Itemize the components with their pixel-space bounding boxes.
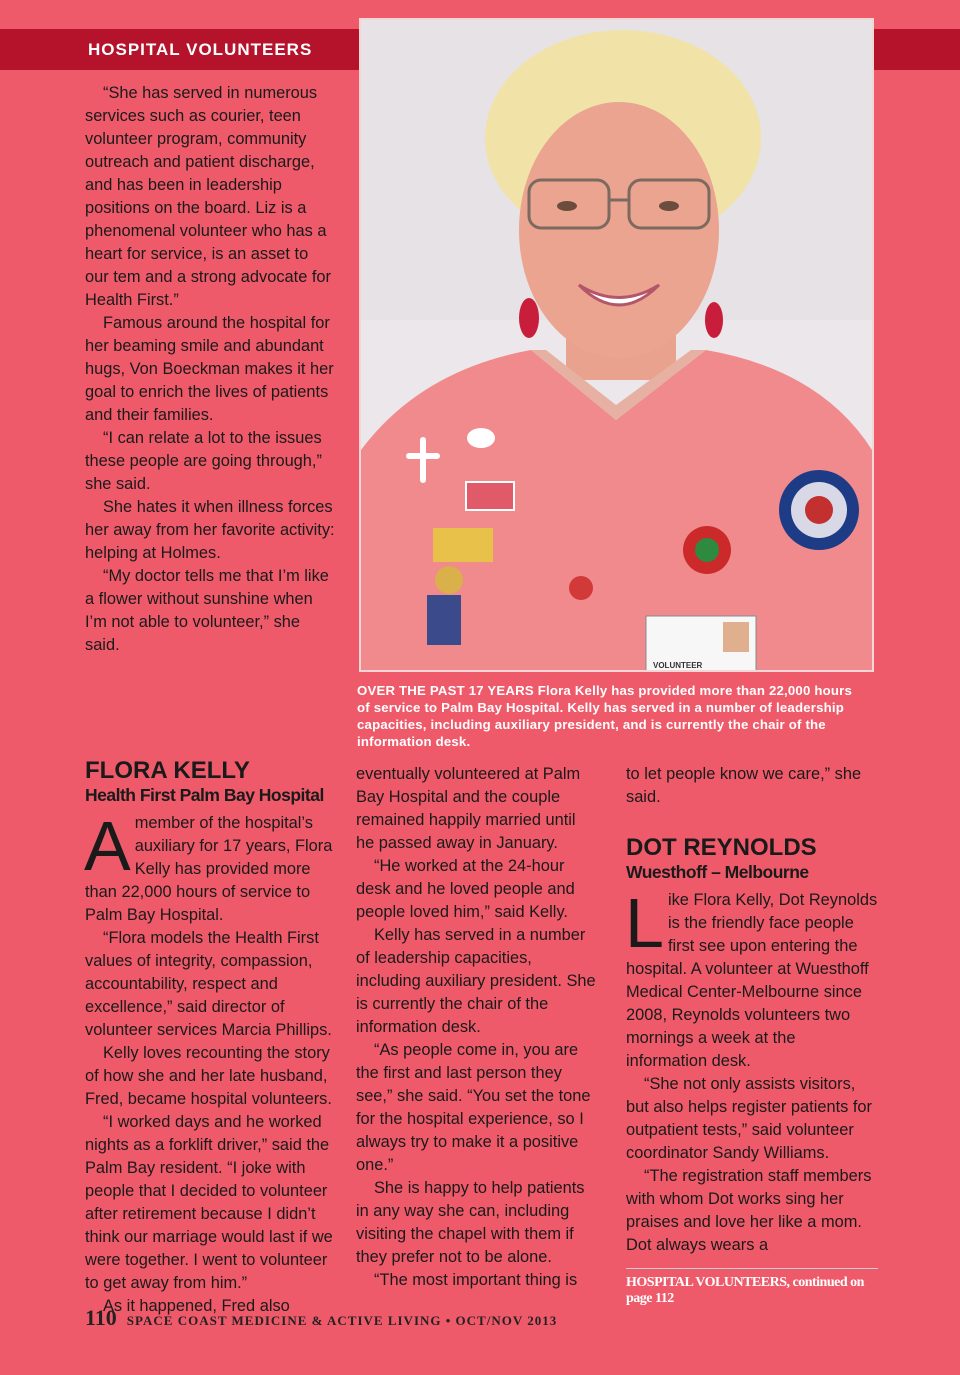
flora-kelly-heading: FLORA KELLY	[85, 757, 250, 784]
paragraph: “The most important thing is	[374, 1271, 578, 1289]
magazine-title: SPACE COAST MEDICINE & ACTIVE LIVING • OCT/NOV 2013	[126, 1313, 558, 1328]
paragraph: “She has served in numerous services such as courier, teen volunteer program, community outreach and patient discharge, and has been in leadership positions on the board. Liz is a phenomenal volunteer who has a heart for service, is an asset to our tem and a strong advocate for Health First.”	[85, 84, 332, 309]
paragraph: to let people know we care,” she said.	[626, 765, 862, 806]
paragraph: She hates it when illness forces her away from her favorite activity: helping at Holmes.	[85, 498, 335, 562]
paragraph: “Flora models the Health First values of integrity, compassion, accountability, respect and excellence,” said director of volunteer services Marcia Phillips.	[85, 929, 332, 1039]
page-footer	[85, 1305, 557, 1331]
paragraph: Like Flora Kelly, Dot Reynolds is the friendly face people first see upon entering the hospital. A volunteer at Wuesthoff Medical Center-Melbourne since 2008, Reynolds volunteers two mornings a week at the information desk.	[625, 884, 878, 1070]
photo-caption: OVER THE PAST 17 YEARS Flora Kelly has provided more than 22,000 hours of service to Palm Bay Hospital. Kelly has served in a number of leadership capacities, including auxiliary president, and is currently the chair of the information desk.	[357, 683, 852, 749]
dot-reynolds-affiliation: Wuesthoff – Melbourne	[626, 862, 809, 882]
continued-rule	[626, 1268, 878, 1269]
badge-text: VOLUNTEER	[653, 661, 703, 670]
paragraph: “He worked at the 24-hour desk and he loved people and people loved him,” said Kelly.	[356, 857, 575, 921]
dot-reynolds-heading: DOT REYNOLDS	[626, 834, 817, 861]
paragraph: Kelly loves recounting the story of how she and her late husband, Fred, became hospital volunteers.	[85, 1044, 332, 1108]
page-number: 110	[85, 1305, 117, 1330]
photo-illustration	[361, 20, 872, 670]
dropcap: A	[84, 807, 131, 885]
paragraph: Amember of the hospital’s auxiliary for 17 years, Flora Kelly has provided more than 22,000 hours of service to Palm Bay Hospital.	[84, 807, 333, 924]
paragraph: eventually volunteered at Palm Bay Hospital and the couple remained happily married until he passed away in January.	[356, 765, 581, 852]
paragraph: She is happy to help patients in any way she can, including visiting the chapel with them if they prefer not to be alone.	[356, 1179, 585, 1266]
paragraph: “She not only assists visitors, but also helps register patients for outpatient tests,” said volunteer coordinator Sandy Williams.	[626, 1075, 872, 1162]
paragraph: Kelly has served in a number of leadership capacities, including auxiliary president. She is currently the chair of the information desk.	[356, 926, 596, 1036]
paragraph: Famous around the hospital for her beaming smile and abundant hugs, Von Boeckman makes it her goal to enrich the lives of patients and their families.	[85, 314, 334, 424]
paragraph: “The registration staff members with whom Dot works sing her praises and love her like a mom. Dot always wears a	[626, 1167, 872, 1254]
paragraph: “I can relate a lot to the issues these people are going through,” she said.	[85, 429, 322, 493]
paragraph: “As people come in, you are the first and last person they see,” she said. “You set the tone for the hospital experience, so I always try to make it a positive one.”	[356, 1041, 591, 1174]
paragraph: “My doctor tells me that I’m like a flower without sunshine when I’m not able to volunteer,” she said.	[85, 567, 329, 654]
paragraph: As it happened, Fred also	[103, 1297, 290, 1315]
volunteer-photo	[359, 18, 874, 672]
section-label: HOSPITAL VOLUNTEERS	[88, 40, 313, 59]
continued-link[interactable]: HOSPITAL VOLUNTEERS, continued on page 112	[626, 1275, 864, 1306]
column-2	[356, 763, 598, 1292]
column-3	[626, 763, 878, 1257]
paragraph: “I worked days and he worked nights as a forklift driver,” said the Palm Bay resident. “I joke with people that I decided to volunteer after retirement because I didn’t think our marriage would last if we were together. I went to volunteer to get away from him.”	[85, 1113, 333, 1292]
flora-kelly-affiliation: Health First Palm Bay Hospital	[85, 785, 324, 805]
column-1-top	[85, 82, 335, 657]
flora-kelly-section	[85, 758, 337, 1318]
dropcap: L	[625, 884, 664, 962]
